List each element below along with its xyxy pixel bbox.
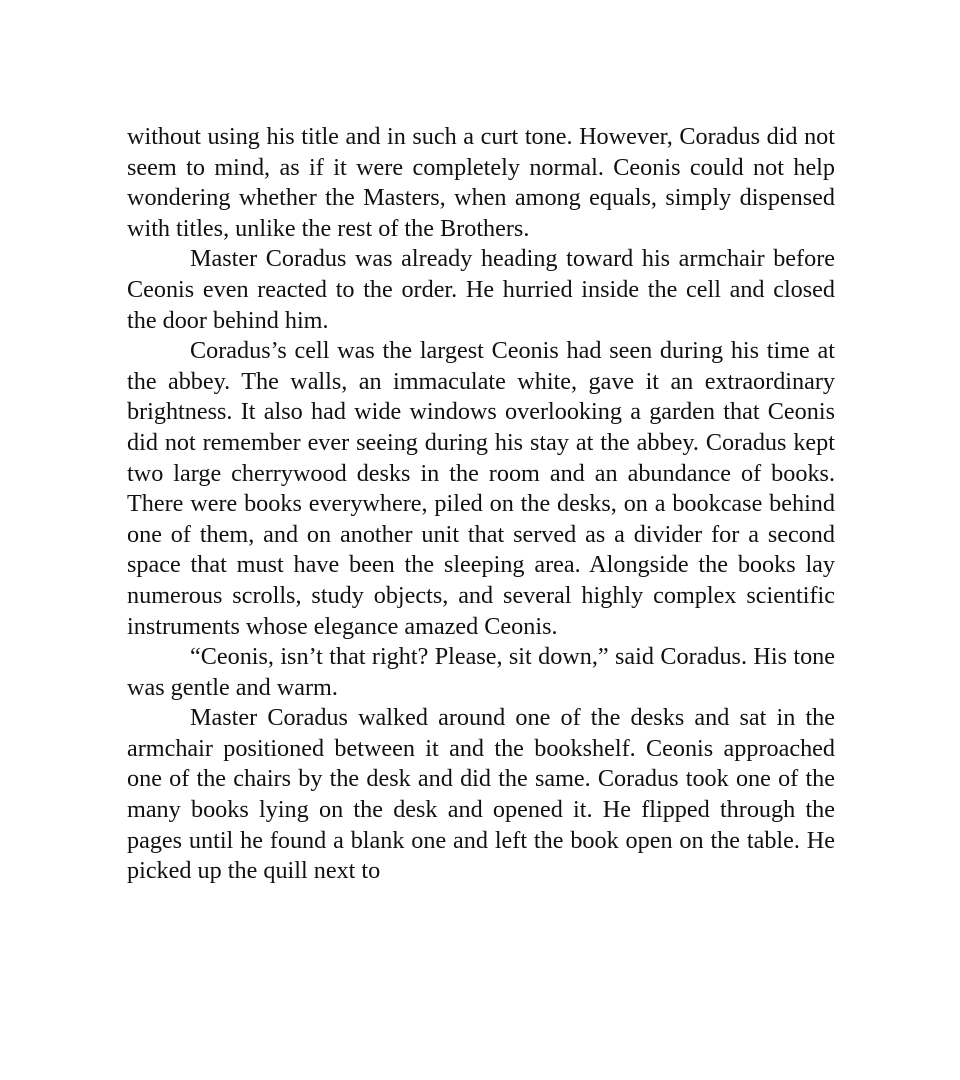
- paragraph-coradus-opens-book: Master Coradus walked around one of the desks and sat in the armchair positioned between it and the bookshelf. Ceonis approached one of the chairs by the desk and did the same. Coradus took one of the many books lying on the desk and opened it. He flipped through the pages until he found a blank one and left the book open on the table. He picked up the quill next to: [127, 704, 835, 885]
- paragraph-dialogue-sit-down: “Ceonis, isn’t that right? Please, sit down,” said Coradus. His tone was gentle and warm.: [127, 643, 835, 701]
- paragraph-continuation: without using his title and in such a curt tone. However, Coradus did not seem to mind, as if it were completely normal. Ceonis could not help wondering whether the Masters, when among equals, simply dispensed with titles, unlike the rest of the Brothers.: [127, 123, 835, 242]
- book-page: [127, 122, 835, 887]
- paragraph-cell-description: Coradus’s cell was the largest Ceonis had seen during his time at the abbey. The walls, an immaculate white, gave it an extraordinary brightness. It also had wide windows overlooking a garden that Ceonis did not remember ever seeing during his stay at the abbey. Coradus kept two large cherrywood desks in the room and an abundance of books. There were books everywhere, piled on the desks, on a bookcase behind one of them, and on another unit that served as a divider for a second space that must have been the sleeping area. Alongside the books lay numerous scrolls, study objects, and several highly complex scientific instruments whose elegance amazed Ceonis.: [127, 337, 835, 640]
- paragraph-coradus-heading-to-armchair: Master Coradus was already heading toward his armchair before Ceonis even reacted to the order. He hurried inside the cell and closed the door behind him.: [127, 245, 835, 334]
